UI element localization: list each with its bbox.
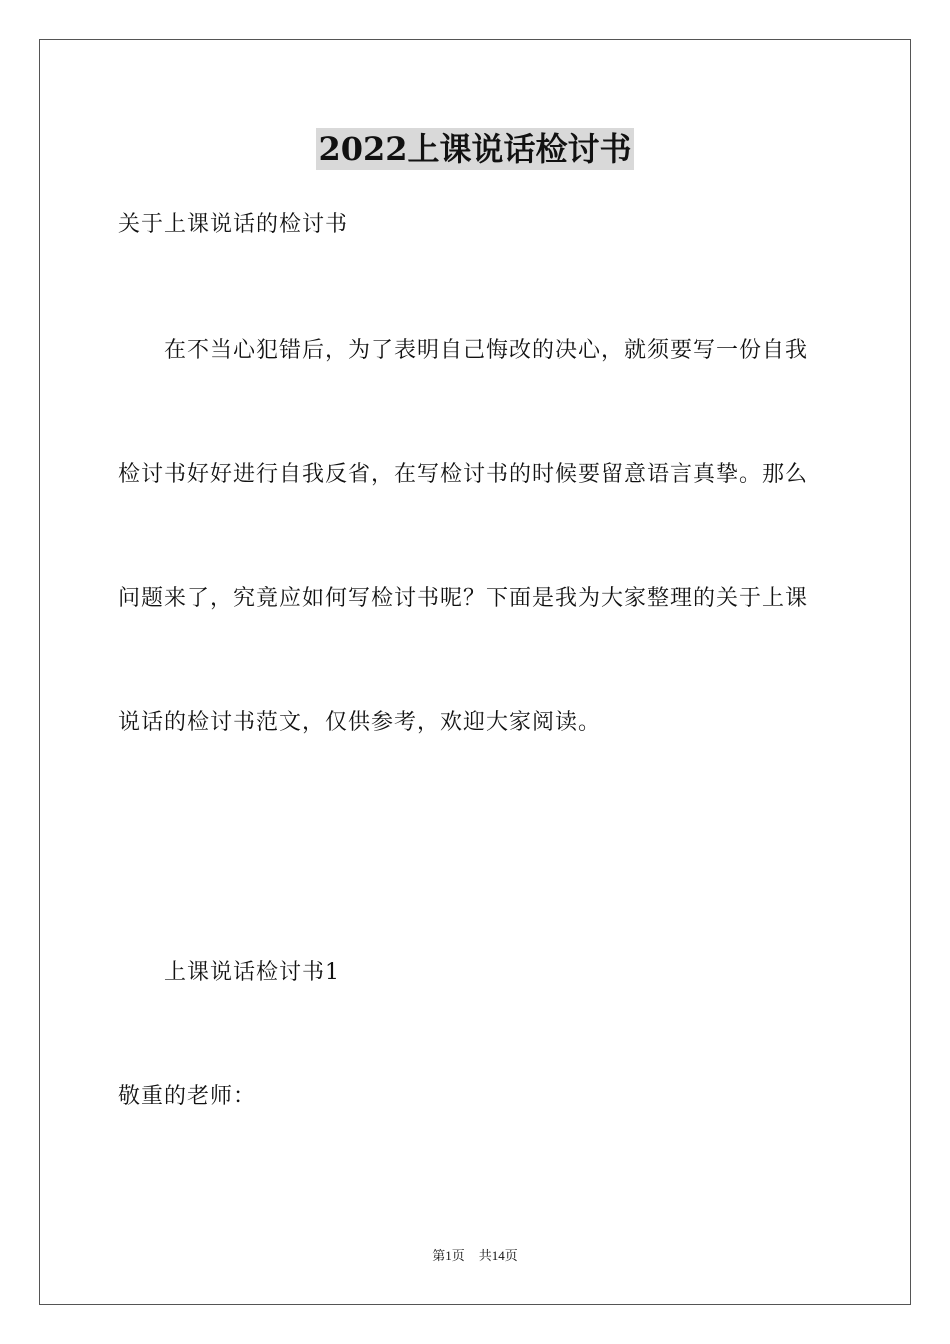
intro-line-4: 说话的检讨书范文，仅供参考，欢迎大家阅读。	[118, 710, 602, 735]
intro-line-3: 问题来了，究竟应如何写检讨书呢？下面是我为大家整理的关于上课	[118, 586, 809, 611]
page-number: 第1页	[432, 1248, 465, 1263]
intro-line-1: 在不当心犯错后，为了表明自己悔改的决心，就须要写一份自我	[164, 338, 809, 363]
section-heading: 上课说话检讨书1	[164, 960, 340, 985]
intro-line-2: 检讨书好好进行自我反省，在写检讨书的时候要留意语言真挚。那么	[118, 462, 809, 487]
page-total: 共14页	[478, 1248, 518, 1263]
title-container	[0, 128, 950, 170]
salutation: 敬重的老师：	[118, 1084, 257, 1109]
page-footer	[0, 1247, 950, 1265]
document-title: 2022上课说话检讨书	[318, 130, 632, 168]
document-subtitle: 关于上课说话的检讨书	[118, 212, 349, 237]
